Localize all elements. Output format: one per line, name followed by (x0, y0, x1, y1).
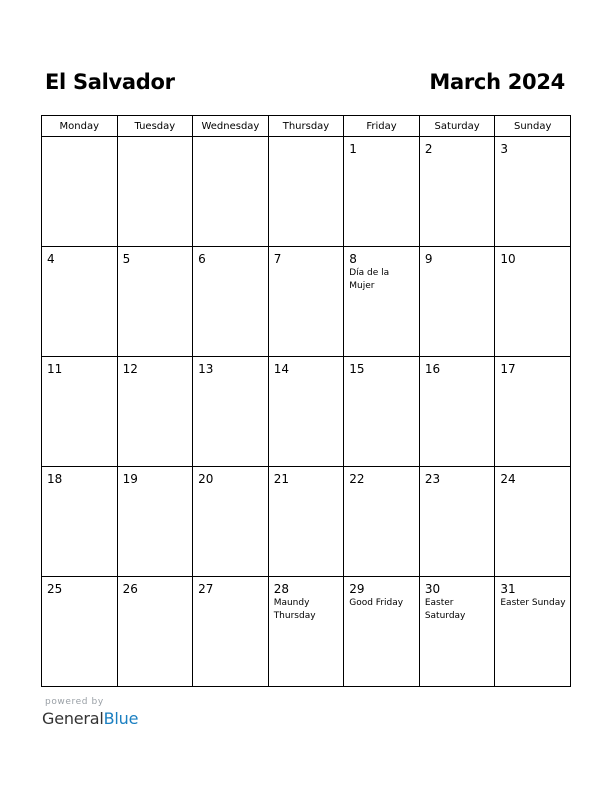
footer-branding (42, 697, 138, 729)
day-cell (117, 137, 193, 247)
day-cell (344, 137, 420, 247)
day-cell (117, 357, 193, 467)
weekday-monday: Monday (42, 116, 118, 137)
day-cell (268, 357, 344, 467)
holiday-label: Día de la Mujer (349, 268, 390, 291)
day-number: 31 (500, 582, 516, 596)
day-number: 8 (349, 252, 357, 266)
day-number: 23 (424, 472, 441, 486)
generalblue-logo (42, 709, 138, 729)
day-cell (495, 137, 571, 247)
day-number: 16 (424, 362, 441, 376)
day-number: 2 (424, 142, 433, 156)
holiday-label: Good Friday (349, 598, 404, 608)
weekday-friday: Friday (344, 116, 420, 137)
day-number: 7 (273, 252, 282, 266)
day-number: 3 (500, 142, 509, 156)
day-cell (495, 357, 571, 467)
holiday-label: Maundy Thursday (273, 598, 316, 621)
calendar-body (42, 137, 571, 687)
day-cell (268, 577, 344, 687)
day-number: 20 (198, 472, 214, 486)
day-cell (419, 247, 495, 357)
day-cell (42, 357, 118, 467)
weekday-saturday: Saturday (419, 116, 495, 137)
day-cell (117, 467, 193, 577)
day-cell (193, 577, 269, 687)
holiday-label: Easter Saturday (424, 598, 466, 621)
day-cell (419, 577, 495, 687)
weekday-tuesday: Tuesday (117, 116, 193, 137)
day-cell (268, 467, 344, 577)
day-number: 26 (122, 582, 138, 596)
day-cell (42, 247, 118, 357)
weekday-sunday: Sunday (495, 116, 571, 137)
week-row (42, 247, 571, 357)
day-number: 30 (424, 582, 441, 596)
week-row (42, 467, 571, 577)
day-number: 4 (47, 252, 55, 266)
day-number: 24 (500, 472, 516, 486)
holiday-label: Easter Sunday (500, 598, 566, 608)
day-number: 12 (122, 362, 138, 376)
calendar-title-month: March 2024 (429, 70, 565, 94)
day-number: 28 (273, 582, 289, 596)
day-number: 15 (349, 362, 365, 376)
day-number: 19 (122, 472, 138, 486)
brand-general: General (42, 709, 104, 728)
day-number: 21 (273, 472, 289, 486)
day-cell (495, 247, 571, 357)
day-number: 5 (122, 252, 131, 266)
day-cell (344, 467, 420, 577)
week-row (42, 577, 571, 687)
powered-by-label: powered by (45, 697, 104, 707)
weekday-wednesday: Wednesday (193, 116, 269, 137)
day-cell (42, 577, 118, 687)
day-cell (42, 137, 118, 247)
day-number: 11 (47, 362, 63, 376)
week-row (42, 357, 571, 467)
day-cell (268, 247, 344, 357)
day-cell (344, 577, 420, 687)
day-cell (419, 137, 495, 247)
day-number: 22 (349, 472, 365, 486)
day-cell (495, 467, 571, 577)
day-cell (117, 247, 193, 357)
day-cell (117, 577, 193, 687)
day-number: 25 (47, 582, 63, 596)
calendar-title-country: El Salvador (45, 70, 175, 94)
day-cell (344, 357, 420, 467)
day-number: 10 (500, 252, 516, 266)
day-cell (344, 247, 420, 357)
day-cell (419, 357, 495, 467)
weekday-header-row (42, 116, 571, 137)
day-number: 27 (198, 582, 214, 596)
day-cell (193, 247, 269, 357)
day-cell (193, 137, 269, 247)
day-cell (193, 467, 269, 577)
day-number: 29 (349, 582, 365, 596)
calendar-grid (41, 115, 571, 687)
day-cell (268, 137, 344, 247)
day-number: 18 (47, 472, 63, 486)
day-cell (193, 357, 269, 467)
day-cell (495, 577, 571, 687)
day-number: 1 (349, 142, 357, 156)
day-number: 17 (500, 362, 516, 376)
day-cell (42, 467, 118, 577)
day-number: 6 (198, 252, 206, 266)
day-number: 14 (273, 362, 289, 376)
week-row (42, 137, 571, 247)
brand-blue: Blue (103, 709, 139, 728)
weekday-thursday: Thursday (268, 116, 344, 137)
day-number: 9 (424, 252, 433, 266)
day-cell (419, 467, 495, 577)
day-number: 13 (198, 362, 214, 376)
